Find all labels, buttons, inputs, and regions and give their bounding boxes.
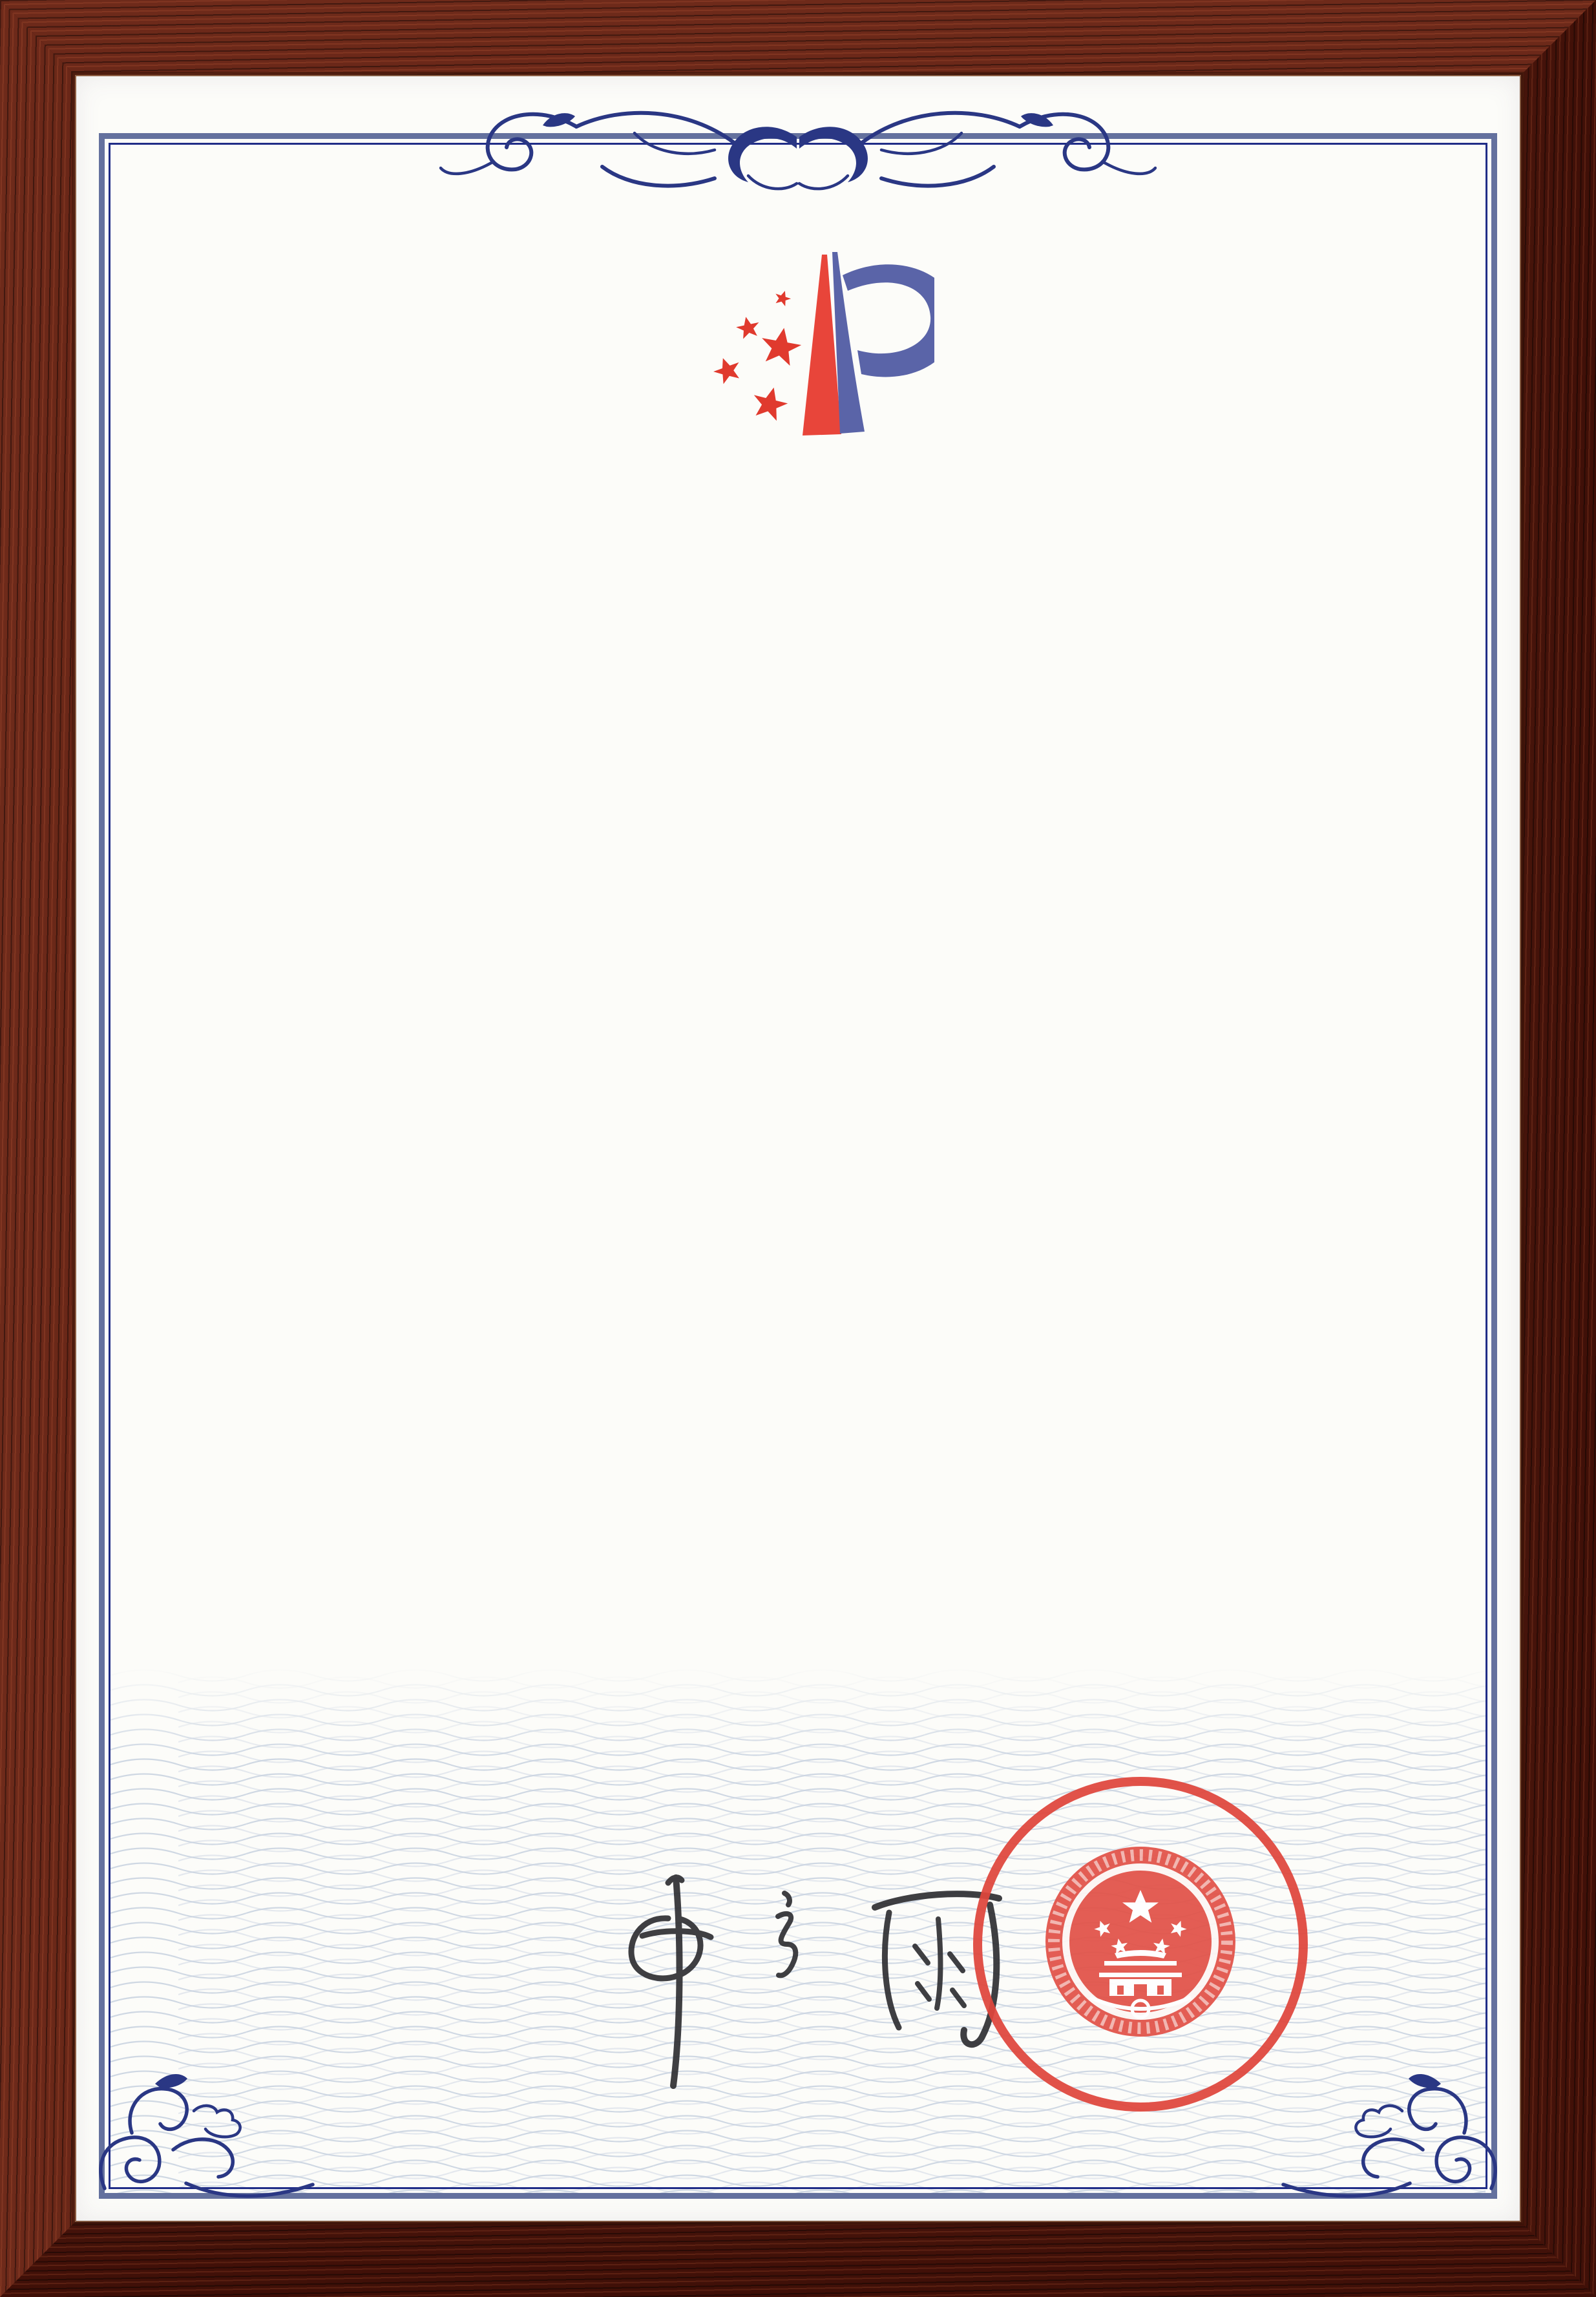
barcode <box>194 1772 434 1807</box>
agency-seal <box>960 1763 1321 2125</box>
field-row-grant <box>186 1301 1429 1336</box>
certificate-paper <box>76 76 1520 2221</box>
cnipa-logo <box>676 246 934 446</box>
seal-national-emblem <box>1054 1855 1227 2028</box>
field-row <box>186 1104 1429 1138</box>
logo-blue-p <box>843 264 934 377</box>
field-row <box>186 695 1429 730</box>
grant-number-pair <box>814 1301 1000 1336</box>
top-center-dragon-ornament <box>439 81 1157 204</box>
field-row <box>186 1203 1429 1238</box>
qr-code <box>1284 253 1436 406</box>
field-row <box>186 907 1429 942</box>
field-row <box>186 809 1429 844</box>
field-row <box>186 1005 1429 1040</box>
bottom-left-corner-ornament <box>87 2068 319 2204</box>
